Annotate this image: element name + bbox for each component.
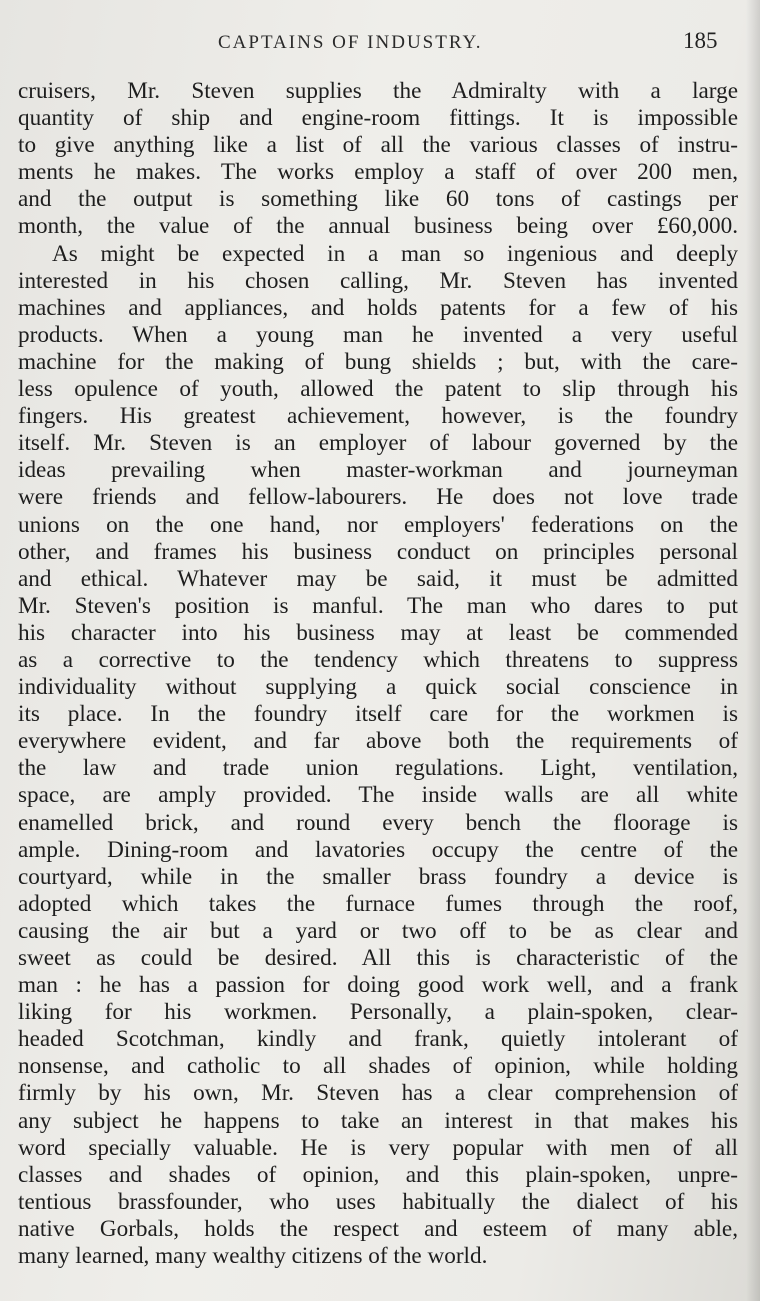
text-line: nonsense, and catholic to all shades of opinion, while holding <box>18 1053 738 1080</box>
text-line: the law and trade union regulations. Light, ventilation, <box>18 755 738 782</box>
page-header <box>0 28 760 60</box>
text-line: space, are amply provided. The inside walls are all white <box>18 782 738 809</box>
text-line: his character into his business may at least be commended <box>18 619 738 646</box>
text-line: any subject he happens to take an interest in that makes his <box>18 1107 738 1134</box>
text-line: machine for the making of bung shields ; but, with the care- <box>18 348 738 375</box>
page-edge-shadow <box>746 0 760 1301</box>
text-line: native Gorbals, holds the respect and esteem of many able, <box>18 1215 738 1242</box>
text-line: and the output is something like 60 tons of castings per <box>18 186 738 213</box>
text-line: machines and appliances, and holds patents for a few of his <box>18 294 738 321</box>
text-line: liking for his workmen. Personally, a plain-spoken, clear- <box>18 999 738 1026</box>
text-line: its place. In the foundry itself care for the workmen is <box>18 701 738 728</box>
text-line: courtyard, while in the smaller brass foundry a device is <box>18 863 738 890</box>
text-line: less opulence of youth, allowed the patent to slip through his <box>18 376 738 403</box>
text-line: ments he makes. The works employ a staff of over 200 men, <box>18 159 738 186</box>
text-line: other, and frames his business conduct on principles personal <box>18 538 738 565</box>
text-line: sweet as could be desired. All this is characteristic of the <box>18 945 738 971</box>
text-line: cruisers, Mr. Steven supplies the Admiralty with a large <box>18 78 738 104</box>
text-line: individuality without supplying a quick social conscience in <box>18 674 738 701</box>
text-line: and ethical. Whatever may be said, it must be admitted <box>18 565 738 592</box>
text-line: enamelled brick, and round every bench the floorage is <box>18 809 738 836</box>
text-line: everywhere evident, and far above both the requirements of <box>18 728 738 755</box>
text-line: word specially valuable. He is very popular with men of all <box>18 1134 738 1161</box>
text-line: man : he has a passion for doing good work well, and a frank <box>18 972 738 999</box>
text-line: ideas prevailing when master-workman and journeyman <box>18 457 738 484</box>
text-line: fingers. His greatest achievement, however, is the foundry <box>18 403 738 430</box>
text-line: quantity of ship and engine-room fittings. It is impossible <box>18 105 738 132</box>
text-line: Mr. Steven's position is manful. The man who dares to put <box>18 592 738 619</box>
text-line: many learned, many wealthy citizens of the world. <box>18 1243 488 1270</box>
text-line: products. When a young man he invented a very useful <box>18 321 738 348</box>
text-line: interested in his chosen calling, Mr. Steven has invented <box>18 267 738 294</box>
text-line: itself. Mr. Steven is an employer of labour governed by the <box>18 430 738 457</box>
body-text <box>18 78 738 1270</box>
text-line: to give anything like a list of all the various classes of instru- <box>18 132 738 159</box>
text-line: firmly by his own, Mr. Steven has a clear comprehension of <box>18 1080 738 1107</box>
text-line: tentious brassfounder, who uses habitually the dialect of his <box>18 1188 738 1215</box>
text-line: classes and shades of opinion, and this plain-spoken, unpre- <box>18 1161 738 1188</box>
page-number: 185 <box>683 28 718 53</box>
text-line: were friends and fellow-labourers. He does not love trade <box>18 484 738 511</box>
text-line: causing the air but a yard or two off to be as clear and <box>18 917 738 944</box>
running-title: CAPTAINS OF INDUSTRY. <box>218 32 483 53</box>
text-line: month, the value of the annual business being over £60,000. <box>18 213 738 240</box>
text-line: headed Scotchman, kindly and frank, quietly intolerant of <box>18 1026 738 1053</box>
text-line: ample. Dining-room and lavatories occupy the centre of the <box>18 836 738 863</box>
text-line: adopted which takes the furnace fumes through the roof, <box>18 890 738 917</box>
text-line: as a corrective to the tendency which threatens to suppress <box>18 646 738 673</box>
text-line: As might be expected in a man so ingenious and deeply <box>52 240 738 267</box>
text-line: unions on the one hand, nor employers' federations on the <box>18 511 738 538</box>
